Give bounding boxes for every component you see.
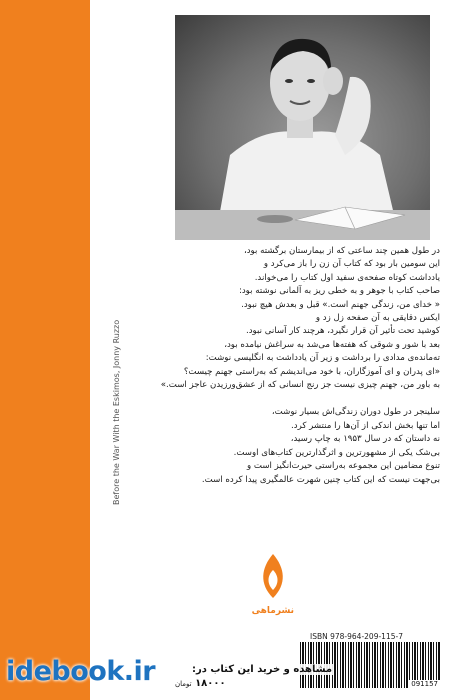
text-line: به باور من، جهنم چیزی نیست جز رنج انسانی که از عشق‌ورزیدن عاجز است.» [160,380,440,391]
price-unit: تومان [175,680,192,688]
author-photo-illustration [175,15,430,240]
watermark-caption: مشاهده و خرید این کتاب در: [192,664,333,675]
idebook-logo[interactable]: idebook.ir [6,656,156,687]
text-line: « خدای من، زندگی جهنم است.» قبل و بعدش هیچ نبود. [241,299,440,310]
price [175,678,226,689]
back-cover-text [140,245,440,501]
text-line: بی‌جهت نیست که این کتاب چنین شهرت عالمگیری پیدا کرده است. [201,474,440,485]
publisher-name: نشرماهی [251,606,294,616]
paragraph-excerpt [140,245,440,392]
text-line: صاحب کتاب با جوهر و به خطی ریز به آلمانی نوشته بود: [238,286,440,297]
price-value: ۱۸۰۰۰ [195,678,226,689]
publisher-fish-icon [255,550,291,610]
photo-credit: Before the War With the Eskimos, Jonny Ruzzo [112,319,121,505]
text-line: یادداشت کوتاه صفحه‌ی سفید اول کتاب را می‌خواند. [254,272,440,283]
paragraph-about [140,406,440,486]
text-line: بعد با شور و شوقی که هفته‌ها می‌شد به سراغش نیامده بود، [224,339,440,350]
text-line: سلینجر در طول دوران زندگی‌اش بسیار نوشت، [271,407,440,418]
watermark [0,652,461,700]
orange-cover-strip [0,0,90,700]
barcode-number: 091157 [411,680,438,688]
text-line: کوشید تحت تأثیر آن قرار نگیرد، هرچند کار آسانی نبود. [246,326,440,337]
text-line: نه داستان که در سال ۱۹۵۳ به چاپ رسید، [290,434,440,445]
text-line: ته‌مانده‌ی مدادی را برداشت و زیر آن یادداشت به انگلیسی نوشت: [205,353,440,364]
text-line: اما تنها بخش اندکی از آن‌ها را منتشر کرد. [291,420,440,431]
text-line: تنوع مضامین این مجموعه به‌راستی حیرت‌انگیز است و [247,461,440,472]
text-line: در طول همین چند ساعتی که از بیمارستان برگشته بود، [243,246,440,256]
text-line: «ای پدران و ای آموزگاران، با خود می‌اندیشم که به‌راستی جهنم چیست؟ [183,366,440,377]
text-line: ایکس دقایقی به آن صفحه زل زد و [315,313,440,324]
isbn: ISBN 978-964-209-115-7 [310,632,403,641]
text-line: بی‌شک یکی از مشهورترین و اثرگذارترین کتاب‌های اوست. [233,447,440,458]
text-line: این سومین بار بود که کتاب آن زن را باز می‌کرد و [263,259,440,270]
author-photo [175,15,430,240]
